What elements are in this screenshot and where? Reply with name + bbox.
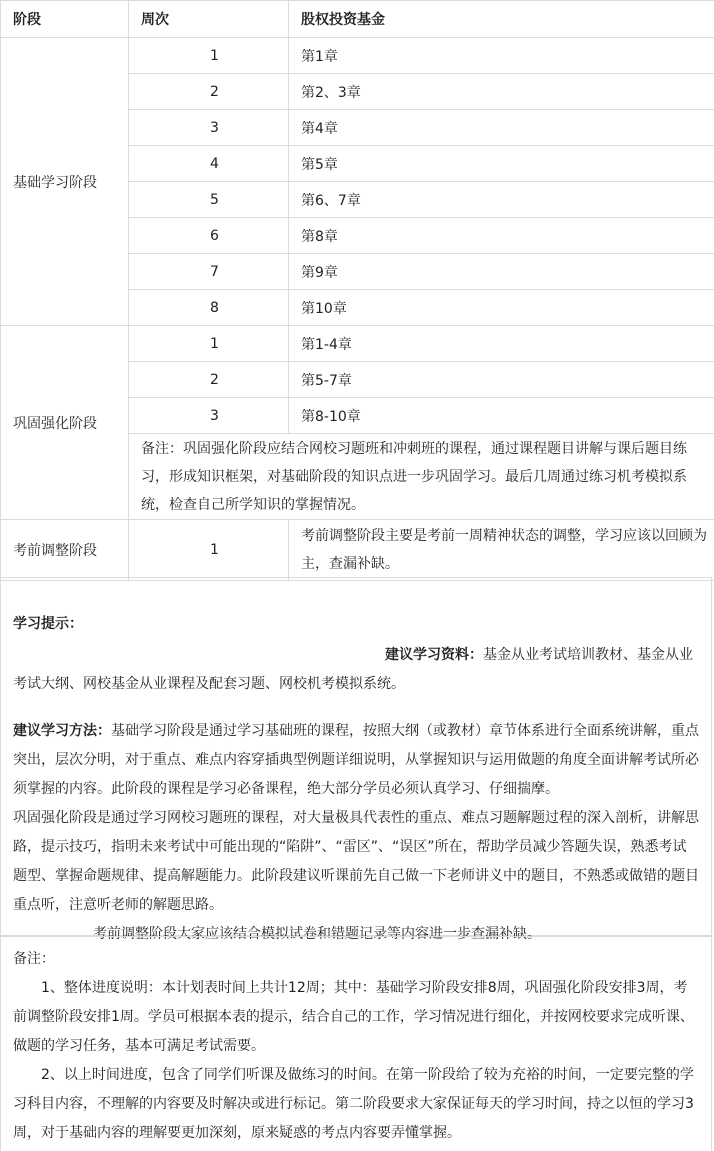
week-cell: 1 xyxy=(129,520,289,581)
study-tips-section xyxy=(0,577,712,942)
stage-final: 考前调整阶段 xyxy=(1,520,129,581)
week-cell: 5 xyxy=(129,182,289,218)
week-cell: 3 xyxy=(129,398,289,434)
chapter-cell: 第10章 xyxy=(289,290,714,326)
week-cell: 2 xyxy=(129,74,289,110)
week-cell: 1 xyxy=(129,326,289,362)
header-stage: 阶段 xyxy=(1,1,129,38)
week-cell: 4 xyxy=(129,146,289,182)
week-cell: 3 xyxy=(129,110,289,146)
chapter-cell: 第8-10章 xyxy=(289,398,714,434)
chapter-cell: 第6、7章 xyxy=(289,182,714,218)
notes-item-2: 2、以上时间进度，包含了同学们听课及做练习的时间。在第一阶段给了较为充裕的时间，一定要完整的学习科目内容，不理解的内容要及时解决或进行标记。第二阶段要求大家保证每天的学习时间，持之以恒的学习3周，对于基础内容的理解要更加深刻，原来疑惑的考点内容要弄懂掌握。 xyxy=(13,1067,694,1141)
table-row xyxy=(1,38,714,74)
week-cell: 1 xyxy=(129,38,289,74)
chapter-cell: 第2、3章 xyxy=(289,74,714,110)
header-subject: 股权投资基金 xyxy=(289,1,714,38)
chapter-cell: 第1-4章 xyxy=(289,326,714,362)
materials-label: 建议学习资料： xyxy=(385,647,483,663)
week-cell: 8 xyxy=(129,290,289,326)
chapter-cell: 第5-7章 xyxy=(289,362,714,398)
chapter-cell: 第1章 xyxy=(289,38,714,74)
notes-title: 备注： xyxy=(13,951,55,967)
week-cell: 7 xyxy=(129,254,289,290)
final-tip: 考前调整阶段大家应该结合模拟试卷和错题记录等内容进一步查漏补缺。 xyxy=(93,926,541,942)
table-row xyxy=(1,326,714,362)
notes-item-1: 1、整体进度说明：本计划表时间上共计12周；其中：基础学习阶段安排8周，巩固强化阶段安排3周，考前调整阶段安排1周。学员可根据本表的提示，结合自己的工作，学习情况进行细化，并按网校要求完成听课、做题的学习任务，基本可满足考试需要。 xyxy=(13,980,694,1054)
stage-consolidate: 巩固强化阶段 xyxy=(1,326,129,520)
chapter-cell: 第9章 xyxy=(289,254,714,290)
week-cell: 2 xyxy=(129,362,289,398)
table-row xyxy=(1,520,714,581)
method-label: 建议学习方法： xyxy=(13,723,111,739)
notes-section xyxy=(0,936,712,1151)
final-stage-text: 考前调整阶段主要是考前一周精神状态的调整，学习应该以回顾为主，查漏补缺。 xyxy=(289,520,714,581)
table-header-row xyxy=(1,1,714,38)
header-week: 周次 xyxy=(129,1,289,38)
tips-title: 学习提示： xyxy=(13,616,83,632)
method-paragraph xyxy=(13,717,699,804)
chapter-cell: 第5章 xyxy=(289,146,714,182)
method-text: 基础学习阶段是通过学习基础班的课程，按照大纲（或教材）章节体系进行全面系统讲解，重点突出，层次分明，对于重点、难点内容穿插典型例题详细说明，从掌握知识与运用做题的角度全面讲解考试所必须掌握的内容。此阶段的课程是学习必备课程，绝大部分学员必须认真学习、仔细揣摩。 xyxy=(13,723,699,797)
materials-text: 基金从业考试培训教材、基金从业考试大纲、网校基金从业课程及配套习题、网校机考模拟系统。 xyxy=(13,647,693,692)
consolidate-tip: 巩固强化阶段是通过学习网校习题班的课程，对大量极具代表性的重点、难点习题解题过程的深入剖析，讲解思路，提示技巧，指明未来考试中可能出现的“陷阱”、“雷区”、“误区”所在，帮助学员减少答题失误，熟悉考试题型、掌握命题规律、提高解题能力。此阶段建议听课前先自己做一下老师讲义中的题目，不熟悉或做错的题目重点听，注意听老师的解题思路。 xyxy=(13,810,699,913)
week-cell: 6 xyxy=(129,218,289,254)
stage-basic: 基础学习阶段 xyxy=(1,38,129,326)
consolidate-note: 备注：巩固强化阶段应结合网校习题班和冲刺班的课程，通过课程题目讲解与课后题目练习，形成知识框架，对基础阶段的知识点进一步巩固学习。最后几周通过练习机考模拟系统，检查自己所学知识的掌握情况。 xyxy=(129,434,714,520)
chapter-cell: 第8章 xyxy=(289,218,714,254)
chapter-cell: 第4章 xyxy=(289,110,714,146)
materials-paragraph xyxy=(13,641,699,699)
